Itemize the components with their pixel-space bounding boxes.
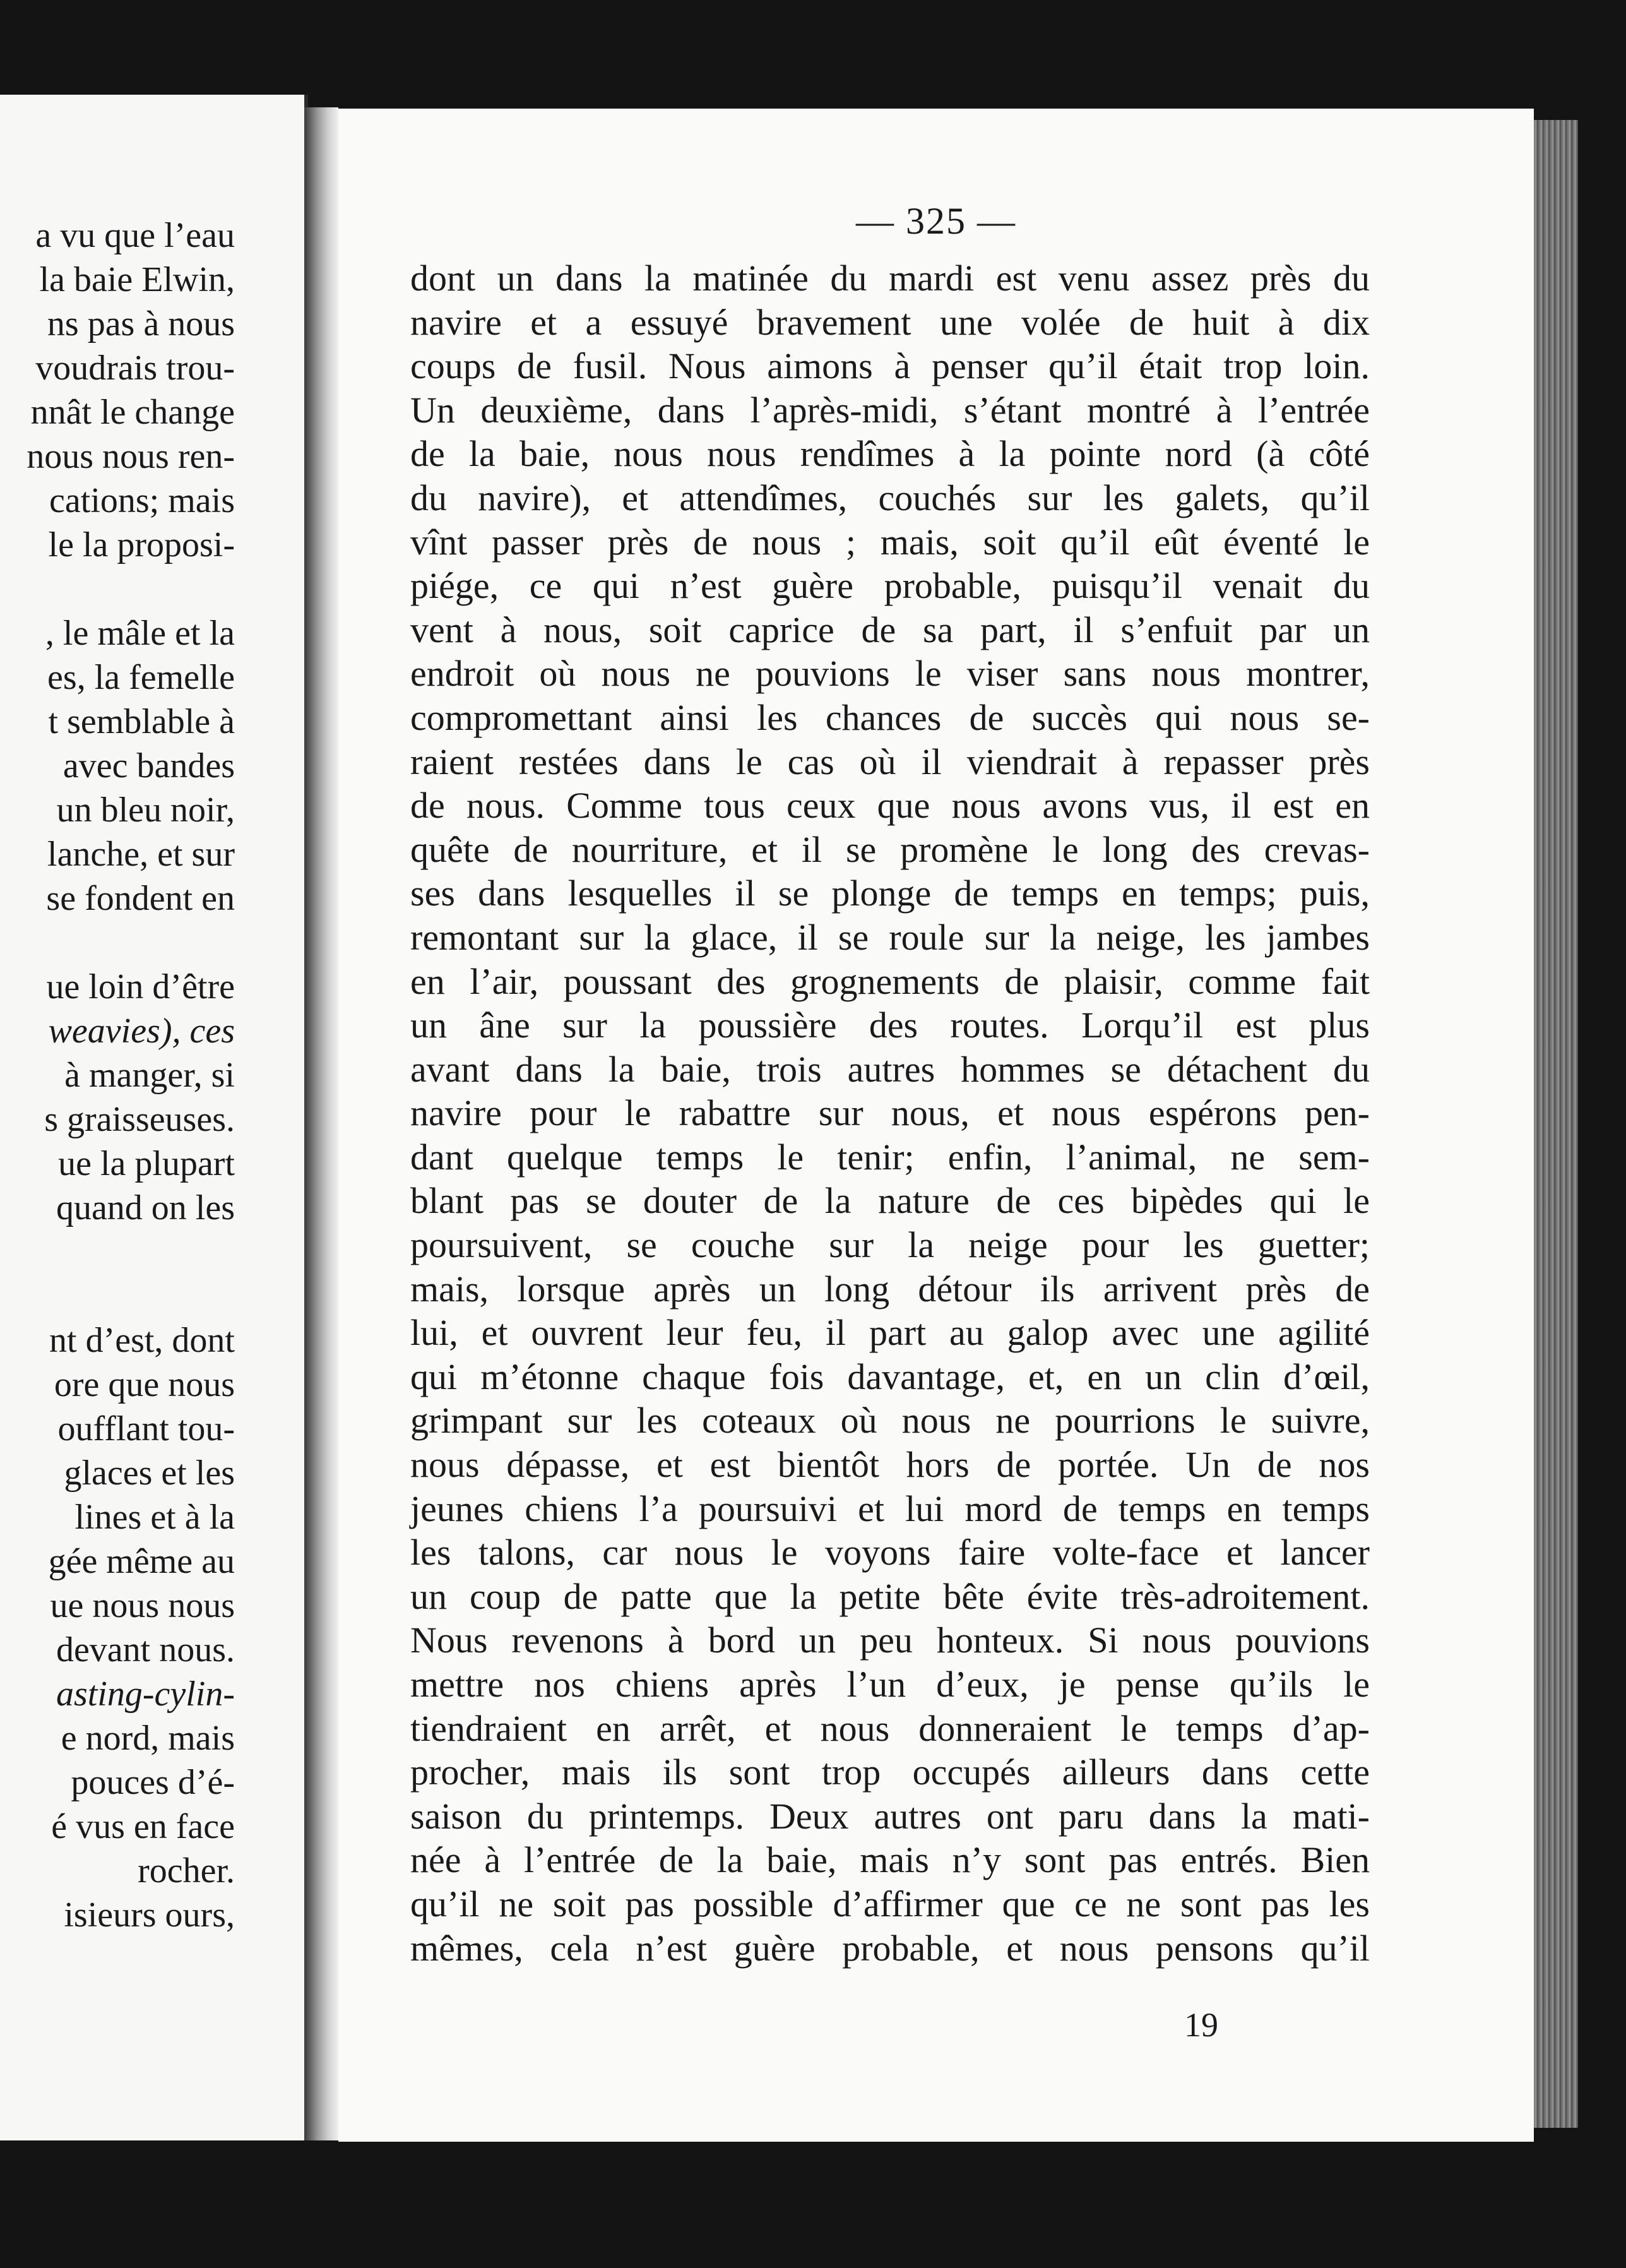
text-line: piége, ce qui n’est guère probable, puisqu’il venait du [410,565,1370,607]
text-line: nous dépasse, et est bientôt hors de portée. Un de nos [410,1444,1370,1486]
right-page [338,109,1534,2142]
left-line: nous nous ren- [27,437,235,476]
left-line: t semblable à [48,702,235,741]
left-line: ue nous nous [50,1586,235,1625]
left-line: ue la plupart [58,1144,235,1183]
left-line: nt d’est, dont [49,1321,235,1360]
text-line: vînt passer près de nous ; mais, soit qu’il eût éventé le [410,521,1370,563]
text-line: du navire), et attendîmes, couchés sur les galets, qu’il [410,477,1370,518]
left-line: weavies), ces [48,1012,235,1051]
left-line: le la proposi- [48,525,235,564]
left-line: lines et à la [74,1498,235,1537]
text-line: dant quelque temps le tenir; enfin, l’animal, ne sem- [410,1136,1370,1178]
text-line: née à l’entrée de la baie, mais n’y sont pas entrés. Bien [410,1839,1370,1881]
text-line: en l’air, poussant des grognements de plaisir, comme fait [410,960,1370,1002]
text-line: jeunes chiens l’a poursuivi et lui mord de temps en temps [410,1488,1370,1529]
text-line: blant pas se douter de la nature de ces bipèdes qui le [410,1180,1370,1222]
text-line: procher, mais ils sont trop occupés ailleurs dans cette [410,1752,1370,1793]
text-line: quête de nourriture, et il se promène le long des crevas- [410,828,1370,870]
text-line: tiendraient en arrêt, et nous donneraient le temps d’ap- [410,1707,1370,1749]
text-line: un âne sur la poussière des routes. Lorqu’il est plus [410,1005,1370,1046]
left-line: e nord, mais [61,1719,235,1758]
left-line: la baie Elwin, [39,260,235,299]
page-edge [1534,120,1578,2128]
left-line: es, la femelle [47,658,235,697]
text-line: les talons, car nous le voyons faire volte-face et lancer [410,1532,1370,1573]
left-line: oufflant tou- [57,1409,235,1448]
text-line: Un deuxième, dans l’après-midi, s’étant montré à l’entrée [410,389,1370,431]
right-page-text [410,256,1370,1970]
left-line: ns pas à nous [47,304,235,343]
text-line: de la baie, nous nous rendîmes à la pointe nord (à côté [410,433,1370,475]
text-line: lui, et ouvrent leur feu, il part au galop avec une agilité [410,1312,1370,1354]
left-line: pouces d’é- [71,1763,235,1802]
left-line: quand on les [56,1188,235,1227]
text-line: un coup de patte que la petite bête évite très-adroitement. [410,1575,1370,1617]
text-line: compromettant ainsi les chances de succès qui nous se- [410,696,1370,738]
text-line: ses dans lesquelles il se plonge de temps en temps; puis, [410,873,1370,914]
left-line: asting-cylin- [56,1674,235,1714]
text-line: raient restées dans le cas où il viendrait à repasser près [410,741,1370,782]
text-line: vent à nous, soit caprice de sa part, il s’enfuit par un [410,609,1370,650]
text-line: qu’il ne soit pas possible d’affirmer que ce ne sont pas les [410,1883,1370,1925]
text-line: qui m’étonne chaque fois davantage, et, en un clin d’œil, [410,1356,1370,1397]
left-line: voudrais trou- [35,349,235,388]
text-line: avant dans la baie, trois autres hommes se détachent du [410,1048,1370,1090]
book-gutter [304,107,338,2140]
text-line: navire pour le rabattre sur nous, et nous espérons pen- [410,1092,1370,1134]
text-line: navire et a essuyé bravement une volée de huit à dix [410,301,1370,343]
left-line: un bleu noir, [56,791,235,830]
left-line: gée même au [48,1542,235,1581]
left-line: isieurs ours, [64,1895,235,1935]
text-line: coups de fusil. Nous aimons à penser qu’il était trop loin. [410,345,1370,387]
left-line-gap [27,1230,235,1274]
left-line: ore que nous [54,1365,235,1404]
text-line: mêmes, cela n’est guère probable, et nous pensons qu’il [410,1927,1370,1969]
page-number: — 325 — [856,200,1016,242]
text-line: de nous. Comme tous ceux que nous avons vus, il est en [410,785,1370,827]
text-line: Nous revenons à bord un peu honteux. Si nous pouvions [410,1620,1370,1661]
text-line: grimpant sur les coteaux où nous ne pourrions le suivre, [410,1400,1370,1441]
left-line: devant nous. [56,1630,235,1669]
left-line-gap [27,1274,235,1318]
left-line: a vu que l’eau [35,216,235,255]
text-line: poursuivent, se couche sur la neige pour les guetter; [410,1224,1370,1266]
left-line: , le mâle et la [45,614,235,653]
left-line: à manger, si [64,1056,235,1095]
signature-mark: 19 [1184,2006,1218,2044]
text-line: mettre nos chiens après l’un d’eux, je pense qu’ils le [410,1664,1370,1705]
text-line: dont un dans la matinée du mardi est venu assez près du [410,258,1370,299]
left-page [0,95,308,2140]
left-line: se fondent en [46,879,235,918]
text-line: remontant sur la glace, il se roule sur la neige, les jambes [410,916,1370,958]
left-line: é vus en face [51,1807,235,1846]
left-line: rocher. [138,1851,235,1890]
left-line: s graisseuses. [44,1100,235,1139]
left-line: cations; mais [49,481,235,520]
left-line: avec bandes [62,746,235,785]
text-line: saison du printemps. Deux autres ont paru dans la mati- [410,1795,1370,1837]
left-line: nnât le change [30,393,235,432]
left-line: glaces et les [64,1453,235,1493]
left-line-gap [27,567,235,611]
left-line: lanche, et sur [47,835,235,874]
text-line: endroit où nous ne pouvions le viser sans nous montrer, [410,653,1370,695]
text-line: mais, lorsque après un long détour ils arrivent près de [410,1268,1370,1310]
left-line: ue loin d’être [46,967,235,1006]
left-page-text [27,213,235,1937]
left-line-gap [27,921,235,965]
